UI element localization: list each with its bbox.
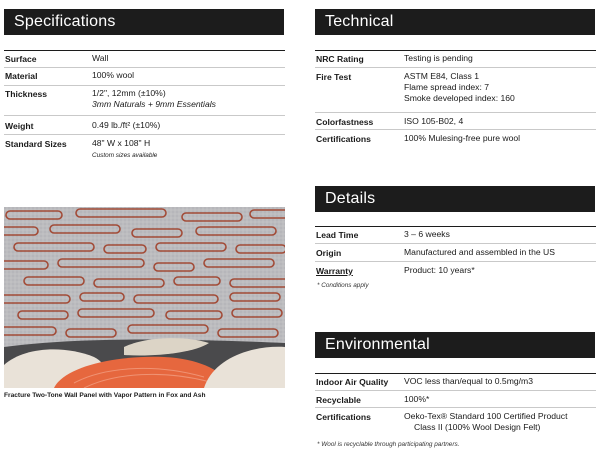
divider	[4, 134, 285, 135]
spec-label-surface: Surface	[5, 54, 37, 64]
details-value-origin: Manufactured and assembled in the US	[404, 247, 555, 257]
spec-label-thickness: Thickness	[5, 89, 48, 99]
details-value-warranty: Product: 10 years*	[404, 265, 475, 275]
spec-value-thickness-line1: 1/2", 12mm (±10%)	[92, 88, 166, 98]
divider	[315, 407, 596, 408]
spec-value-surface: Wall	[92, 53, 109, 63]
spec-value-sizes-line2: Custom sizes available	[92, 152, 158, 159]
specifications-header: Specifications	[4, 9, 284, 35]
spec-value-thickness	[92, 88, 216, 110]
tech-value-colorfastness: ISO 105-B02, 4	[404, 116, 464, 126]
tech-value-nrc-rating: Testing is pending	[404, 53, 473, 63]
spec-label-weight: Weight	[5, 121, 34, 131]
env-label-indoor-air-quality: Indoor Air Quality	[316, 377, 389, 387]
divider	[315, 261, 596, 262]
divider	[4, 115, 285, 116]
env-label-recyclable: Recyclable	[316, 395, 361, 405]
details-note: * Conditions apply	[317, 282, 369, 289]
divider	[315, 67, 596, 68]
tech-value-fire-test	[404, 71, 515, 104]
divider	[315, 50, 596, 51]
details-value-lead-time: 3 – 6 weeks	[404, 229, 450, 239]
divider	[315, 373, 596, 374]
environmental-header: Environmental	[315, 332, 595, 358]
photo-caption: Fracture Two-Tone Wall Panel with Vapor Pattern in Fox and Ash	[4, 392, 206, 399]
details-label-lead-time: Lead Time	[316, 230, 359, 240]
divider	[4, 85, 285, 86]
tech-label-nrc-rating: NRC Rating	[316, 54, 364, 64]
divider	[315, 226, 596, 227]
tech-fire-test-line2: Flame spread index: 7	[404, 82, 490, 92]
environmental-note: * Wool is recyclable through participating partners.	[317, 441, 460, 448]
details-label-origin: Origin	[316, 248, 342, 258]
divider	[4, 50, 285, 51]
tech-label-colorfastness: Colorfastness	[316, 117, 374, 127]
spec-label-standard-sizes: Standard Sizes	[5, 139, 67, 149]
tech-value-certifications: 100% Mulesing-free pure wool	[404, 133, 521, 143]
divider	[315, 390, 596, 391]
spec-value-sizes-line1: 48" W x 108" H	[92, 138, 151, 148]
env-value-indoor-air-quality: VOC less than/equal to 0.5mg/m3	[404, 376, 533, 386]
divider	[315, 243, 596, 244]
details-header: Details	[315, 186, 595, 212]
spec-label-material: Material	[5, 71, 38, 81]
details-label-warranty[interactable]: Warranty	[316, 266, 353, 276]
spec-value-thickness-line2: 3mm Naturals + 9mm Essentials	[92, 99, 216, 109]
env-certifications-line1: Oeko-Tex® Standard 100 Certified Product	[404, 411, 568, 421]
spec-value-standard-sizes	[92, 138, 157, 161]
env-value-recyclable: 100%*	[404, 394, 430, 404]
spec-value-material: 100% wool	[92, 70, 135, 80]
tech-fire-test-line1: ASTM E84, Class 1	[404, 71, 479, 81]
tech-fire-test-line3: Smoke developed index: 160	[404, 93, 515, 103]
wall-panel-illustration	[4, 207, 285, 388]
spec-value-weight: 0.49 lb./ft² (±10%)	[92, 120, 161, 130]
env-value-certifications	[404, 411, 568, 433]
divider	[4, 67, 285, 68]
tech-label-certifications: Certifications	[316, 134, 371, 144]
tech-label-fire-test: Fire Test	[316, 72, 352, 82]
env-certifications-line2: Class II (100% Wool Design Felt)	[414, 422, 541, 432]
product-photo	[4, 207, 285, 388]
technical-header: Technical	[315, 9, 595, 35]
divider	[315, 112, 596, 113]
env-label-certifications: Certifications	[316, 412, 371, 422]
divider	[315, 129, 596, 130]
